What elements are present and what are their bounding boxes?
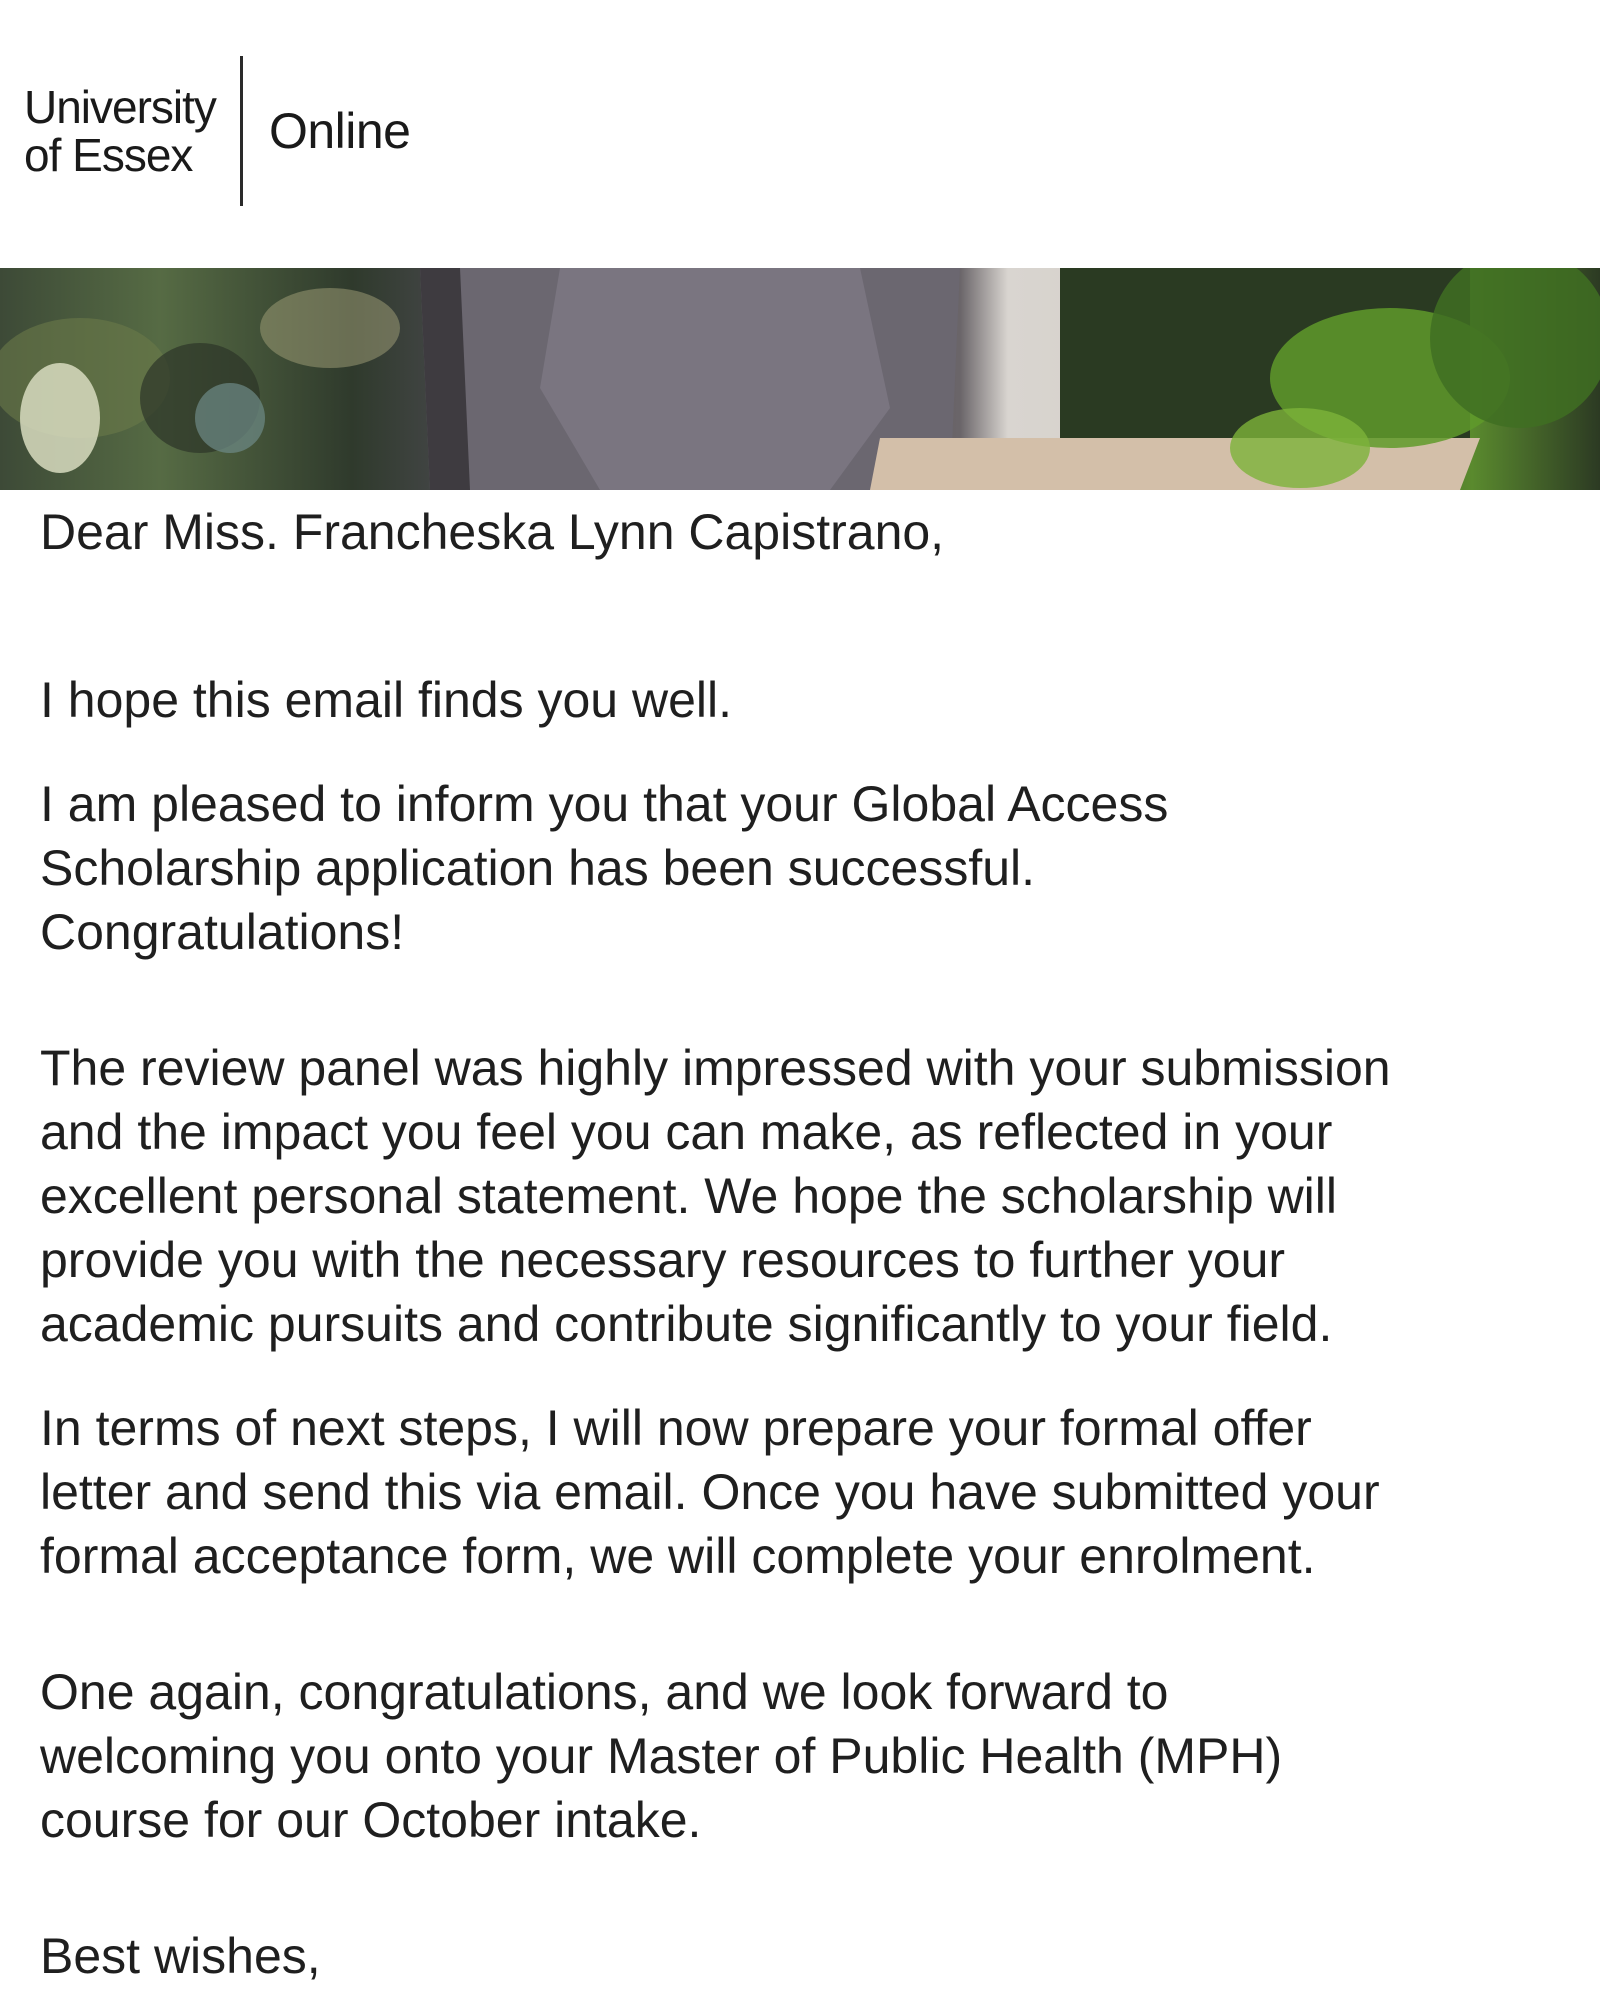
paragraph-line: The review panel was highly impressed with your submission xyxy=(40,1040,1391,1096)
header-banner-image xyxy=(0,268,1600,490)
paragraph-next-steps xyxy=(40,1396,1580,1588)
paragraph-review-panel xyxy=(40,1036,1580,1356)
paragraph-congratulations xyxy=(40,1660,1580,1852)
paragraph-line: Scholarship application has been successful. xyxy=(40,840,1036,896)
paragraph-line: course for our October intake. xyxy=(40,1792,702,1848)
logo-line-2: of Essex xyxy=(24,129,193,181)
paragraph-line: I am pleased to inform you that your Global Access xyxy=(40,776,1169,832)
paragraph-line: letter and send this via email. Once you have submitted your xyxy=(40,1464,1380,1520)
logo-line-1: University xyxy=(24,81,216,133)
paragraph-line: One again, congratulations, and we look forward to xyxy=(40,1664,1169,1720)
greeting: Dear Miss. Francheska Lynn Capistrano, xyxy=(40,504,945,560)
paragraph-line: excellent personal statement. We hope the scholarship will xyxy=(40,1168,1337,1224)
paragraph-line: In terms of next steps, I will now prepare your formal offer xyxy=(40,1400,1312,1456)
email-header xyxy=(0,0,1600,268)
banner-photo xyxy=(0,268,1600,490)
closing: Best wishes, xyxy=(40,1928,321,1984)
logo-online-label: Online xyxy=(268,103,411,159)
paragraph-line: welcoming you onto your Master of Public Health (MPH) xyxy=(40,1728,1283,1784)
paragraph-line: academic pursuits and contribute significantly to your field. xyxy=(40,1296,1333,1352)
paragraph-line: formal acceptance form, we will complete your enrolment. xyxy=(40,1528,1316,1584)
university-of-essex-online-logo xyxy=(24,56,410,206)
paragraph-line: and the impact you feel you can make, as reflected in your xyxy=(40,1104,1333,1160)
paragraph-line: provide you with the necessary resources to further your xyxy=(40,1232,1286,1288)
paragraph-wellbeing: I hope this email finds you well. xyxy=(40,672,733,728)
paragraph-line: Congratulations! xyxy=(40,904,405,960)
paragraph-success xyxy=(40,772,1580,964)
logo-university-name xyxy=(24,83,240,179)
email-body xyxy=(40,500,1580,1988)
